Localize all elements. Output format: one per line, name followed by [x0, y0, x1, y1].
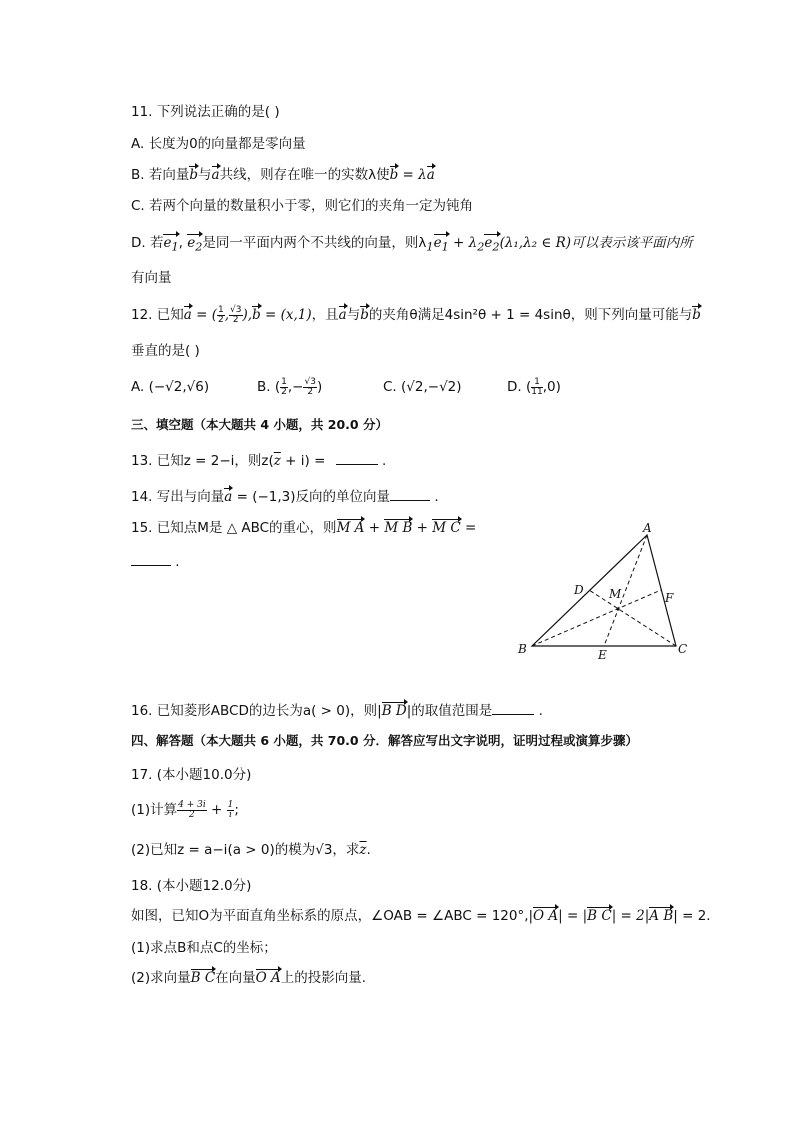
q11-option-a: A. 长度为0的向量都是零向量 [131, 136, 306, 152]
q11-stem: 11. 下列说法正确的是( ) [131, 104, 280, 120]
q15-answer-line: . [131, 552, 180, 572]
label-a: A [643, 521, 652, 535]
q18-part-2: (2)求向量B C在向量O A上的投影向量. [131, 970, 367, 986]
q12-option-d: D. ( $\frac{1}{11}$ ,0) [507, 376, 561, 397]
label-f: F [665, 591, 674, 605]
triangle-centroid-figure [510, 518, 710, 668]
label-c: C [678, 642, 688, 656]
q14-stem: 14. 写出与向量a = (−1,3)反向的单位向量 . [131, 489, 439, 505]
q11-option-d-cont: 有向量 [131, 270, 172, 286]
q11-option-d: D. 若$e_1$, $e_2$是同一平面内两个不共线的向量，则$\lambda_1e_1 + \lambda_2e_2(\lambda_1,\lambda_2$ ∈ R)可以表示该平面内所 [131, 233, 693, 258]
q17-part-1: (1)计算 $\frac{4 + 3i}{2}$ + $\frac{1}{i}$ ; [131, 799, 239, 820]
q13-stem: 13. 已知z = 2−i，则$z(\overline{z} + i)$ = . [131, 453, 387, 469]
centroid-point [616, 607, 619, 610]
q12-option-c: C. (√2,−√2) [383, 379, 462, 395]
section-3-heading: 三、填空题（本大题共 4 小题，共 20.0 分） [131, 417, 388, 432]
label-b: B [518, 642, 527, 656]
triangle-abc [532, 535, 676, 646]
q16-stem: 16. 已知菱形ABCD的边长为a( > 0)，则|B D|的取值范围是 . [131, 703, 543, 719]
q11-option-b: B. 若向量b与a共线，则存在唯一的实数λ使b = λa [131, 167, 435, 183]
q12-option-a: A. (−√2,√6) [131, 379, 210, 395]
q17-part-2: (2)已知z = a−i(a > 0)的模为√3，求$\overline{z}$. [131, 842, 371, 858]
median-bf [532, 590, 661, 646]
label-d: D [574, 583, 584, 597]
q11-option-c: C. 若两个向量的数量积小于零，则它们的夹角一定为钝角 [131, 198, 474, 214]
label-e: E [598, 648, 607, 662]
q12-stem-cont: 垂直的是( ) [131, 343, 200, 359]
q17-stem: 17. (本小题10.0分) [131, 767, 252, 783]
q18-part-1: (1)求点B和点C的坐标； [131, 940, 277, 956]
label-m: M [609, 587, 622, 601]
q18-stem: 18. (本小题12.0分) [131, 878, 252, 894]
q18-line-1: 如图，已知O为平面直角坐标系的原点，∠OAB = ∠ABC = 120°,|O A| = |B C| = 2|A B| = 2. [131, 908, 711, 924]
q12-option-b: B. ( $\frac{1}{2}$ ,− $\frac{√3}{2}$ ) [257, 376, 323, 397]
q12-options [131, 377, 561, 397]
q12-stem: 12. 已知a = ( $\frac{1}{2}$ , $\frac{√3}{2}$ ),b = (x,1)，且a与b的夹角θ满足4sin²θ + 1 = 4sinθ，则下列向量可能与b [131, 304, 701, 325]
section-4-heading: 四、解答题（本大题共 6 小题，共 70.0 分．解答应写出文字说明，证明过程或演算步骤） [131, 733, 638, 748]
q15-stem: 15. 已知点M是 △ ABC的重心，则M A + M B + M C = [131, 520, 477, 536]
